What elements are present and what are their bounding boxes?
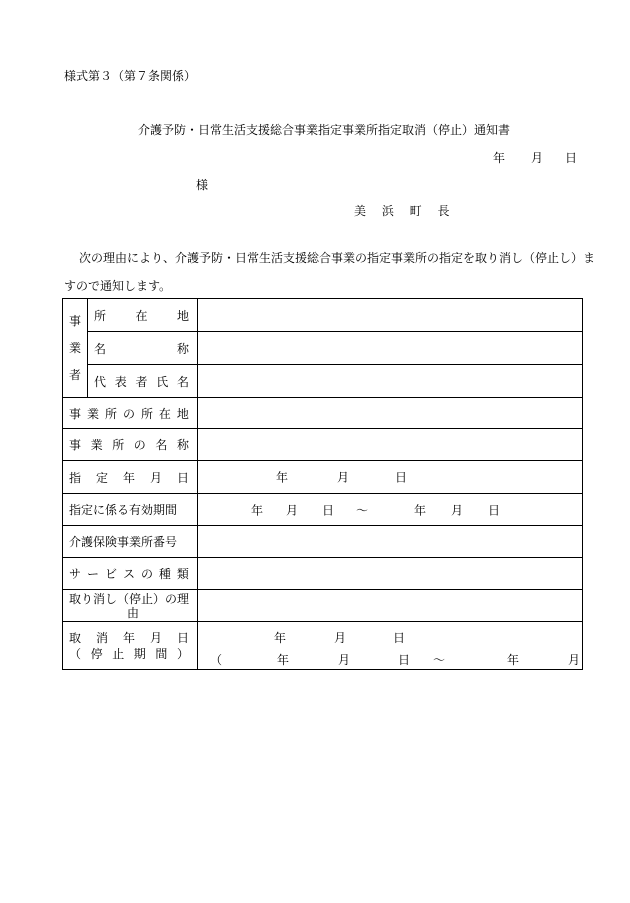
label-representative: 代 表 者 氏 名 [88, 365, 198, 398]
notice-table [62, 298, 583, 670]
date-month: 月 [531, 151, 544, 165]
value-validity-period: 年 月 日 ～ 年 月 日 [198, 494, 583, 526]
document-title: 介護予防・日常生活支援総合事業指定事業所指定取消（停止）通知書 [138, 123, 511, 137]
value-location [198, 299, 583, 332]
label-service-type: サ ー ビ ス の 種 類 [63, 558, 198, 590]
value-service-type [198, 558, 583, 590]
sender-name: 美 浜 町 長 [354, 204, 456, 218]
form-number: 様式第３（第７条関係） [64, 69, 197, 83]
label-reason: 取り消し（停止）の理 由 [63, 590, 198, 622]
value-office-location [198, 398, 583, 429]
value-name [198, 332, 583, 365]
date-day: 日 [565, 151, 578, 165]
value-designation-date: 年 月 日 [198, 461, 583, 494]
value-representative [198, 365, 583, 398]
suspension-tilde: ～ [433, 653, 446, 667]
value-reason [198, 590, 583, 622]
label-office-name: 事 業 所 の 名 称 [63, 429, 198, 461]
issue-date [493, 151, 577, 165]
cancel-date-label: 取 消 年 月 日 [69, 630, 189, 645]
label-cancel-date [63, 622, 198, 670]
addressee-suffix: 様 [196, 178, 209, 192]
date-year: 年 [493, 151, 506, 165]
period-open-paren: （ [210, 653, 223, 667]
body-text-line-2: すので通知します。 [64, 279, 172, 293]
label-office-number: 介護保険事業所番号 [63, 526, 198, 558]
body-text-line-1: 次の理由により、介護予防・日常生活支援総合事業の指定事業所の指定を取り消し（停止し）ま [79, 251, 596, 265]
value-office-name [198, 429, 583, 461]
period-tilde: ～ [356, 503, 369, 517]
suspension-period-label: （ 停 止 期 間 ） [69, 646, 189, 661]
label-designation-date: 指 定 年 月 日 [63, 461, 198, 494]
label-office-location: 事 業 所 の 所 在 地 [63, 398, 198, 429]
operator-group-label [63, 299, 88, 398]
label-name: 名 称 [88, 332, 198, 365]
label-location: 所 在 地 [88, 299, 198, 332]
label-validity-period: 指定に係る有効期間 [63, 494, 198, 526]
value-cancel-date: 年 月 日 （ 年 月 日 ～ 年 月 [198, 622, 583, 670]
operator-group-chars: 事 業 者 [68, 313, 81, 382]
value-office-number [198, 526, 583, 558]
